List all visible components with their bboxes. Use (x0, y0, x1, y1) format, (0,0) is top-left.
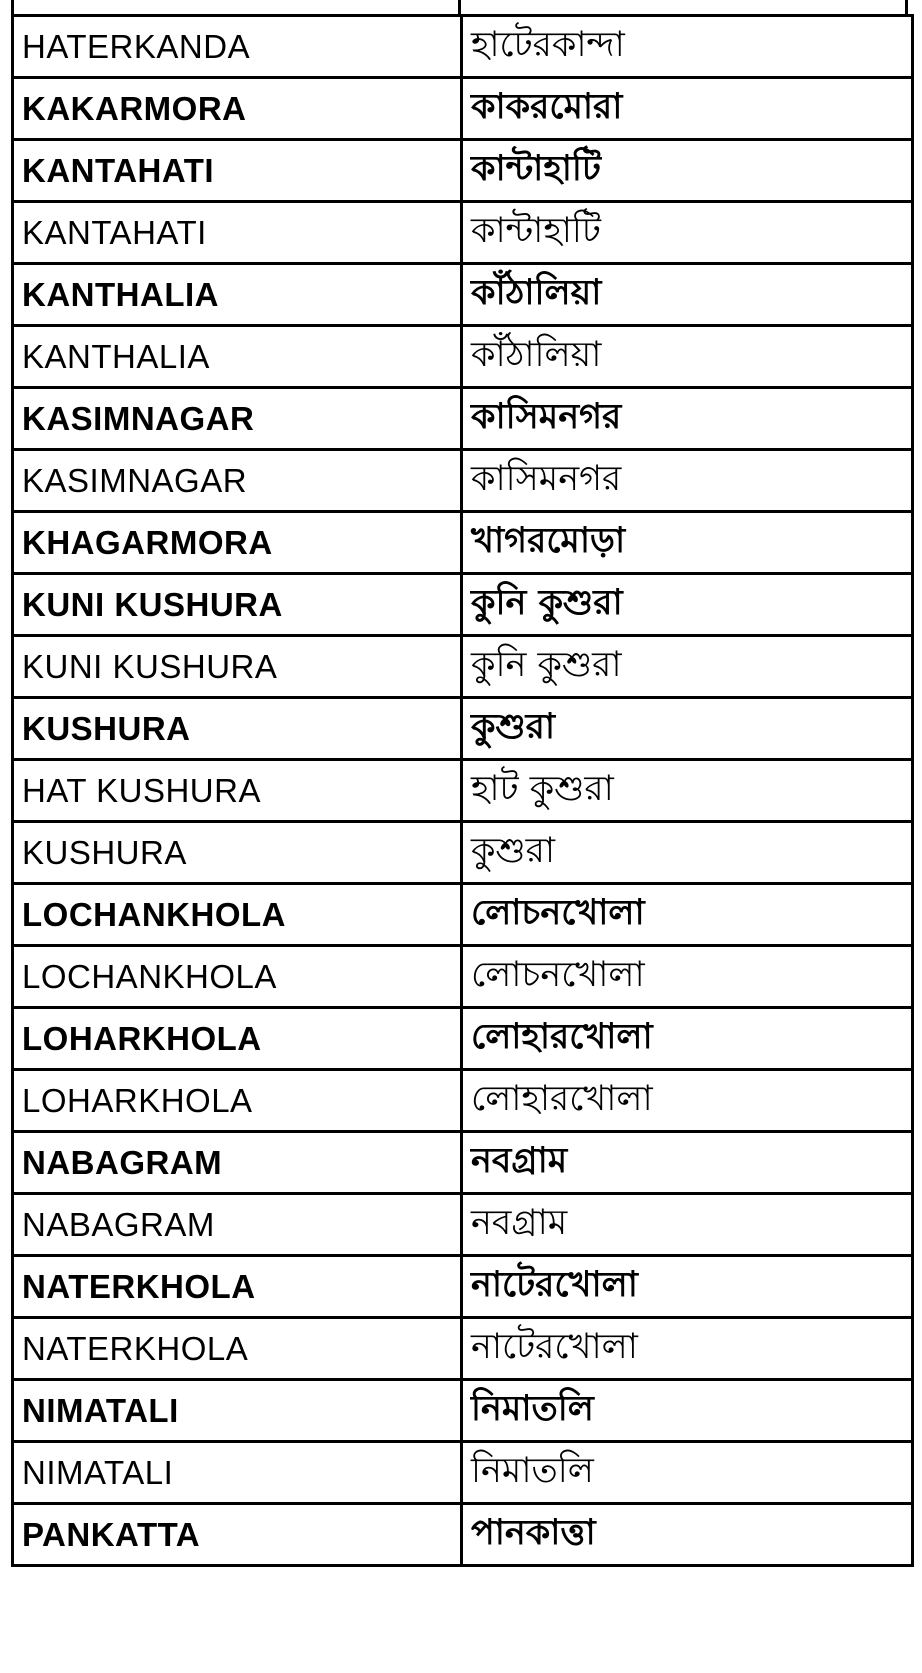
english-place-name-cell: LOCHANKHOLA (13, 946, 462, 1008)
english-place-name-cell: KASIMNAGAR (13, 450, 462, 512)
english-place-name-cell: HAT KUSHURA (13, 760, 462, 822)
column-divider-top-right (905, 0, 908, 14)
table-row (13, 574, 913, 636)
bengali-place-name-cell: কাসিমনগর (462, 388, 913, 450)
english-place-name-cell: KANTAHATI (13, 202, 462, 264)
english-place-name-cell: KHAGARMORA (13, 512, 462, 574)
english-place-name-cell: LOHARKHOLA (13, 1070, 462, 1132)
table-row (13, 388, 913, 450)
table-row (13, 140, 913, 202)
english-place-name-cell: KUNI KUSHURA (13, 574, 462, 636)
english-place-name-cell: NABAGRAM (13, 1194, 462, 1256)
bengali-place-name-cell: কান্টাহাটি (462, 202, 913, 264)
english-place-name-cell: KANTAHATI (13, 140, 462, 202)
table-row (13, 946, 913, 1008)
table-row (13, 698, 913, 760)
table-row (13, 1008, 913, 1070)
english-place-name-cell: PANKATTA (13, 1504, 462, 1566)
table-row (13, 16, 913, 78)
table-row (13, 1256, 913, 1318)
bengali-place-name-cell: কাসিমনগর (462, 450, 913, 512)
bengali-place-name-cell: কাকরমোরা (462, 78, 913, 140)
bengali-place-name-cell: লোচনখোলা (462, 946, 913, 1008)
english-place-name-cell: NIMATALI (13, 1380, 462, 1442)
bengali-place-name-cell: পানকাত্তা (462, 1504, 913, 1566)
table-row (13, 1132, 913, 1194)
table-row (13, 1318, 913, 1380)
table-row (13, 326, 913, 388)
place-name-table (11, 14, 914, 1567)
table-row (13, 202, 913, 264)
english-place-name-cell: KANTHALIA (13, 264, 462, 326)
bengali-place-name-cell: কুনি কুশুরা (462, 574, 913, 636)
english-place-name-cell: KUNI KUSHURA (13, 636, 462, 698)
bengali-place-name-cell: লোহারখোলা (462, 1070, 913, 1132)
column-divider-top-middle (458, 0, 461, 14)
english-place-name-cell: NATERKHOLA (13, 1318, 462, 1380)
bengali-place-name-cell: হাট কুশুরা (462, 760, 913, 822)
table-row (13, 636, 913, 698)
bengali-place-name-cell: নিমাতলি (462, 1380, 913, 1442)
bengali-place-name-cell: নবগ্রাম (462, 1132, 913, 1194)
table-row (13, 1070, 913, 1132)
place-name-table-body (13, 16, 913, 1566)
english-place-name-cell: NATERKHOLA (13, 1256, 462, 1318)
english-place-name-cell: KANTHALIA (13, 326, 462, 388)
english-place-name-cell: KAKARMORA (13, 78, 462, 140)
table-row (13, 78, 913, 140)
table-row (13, 450, 913, 512)
column-divider-top-left (11, 0, 14, 14)
table-row (13, 1380, 913, 1442)
english-place-name-cell: KUSHURA (13, 822, 462, 884)
bengali-place-name-cell: কান্টাহাটি (462, 140, 913, 202)
english-place-name-cell: LOHARKHOLA (13, 1008, 462, 1070)
bengali-place-name-cell: কুশুরা (462, 822, 913, 884)
table-row (13, 822, 913, 884)
table-row (13, 512, 913, 574)
table-row (13, 1504, 913, 1566)
bengali-place-name-cell: কাঁঠালিয়া (462, 264, 913, 326)
bengali-place-name-cell: নিমাতলি (462, 1442, 913, 1504)
bengali-place-name-cell: কাঁঠালিয়া (462, 326, 913, 388)
bengali-place-name-cell: নবগ্রাম (462, 1194, 913, 1256)
table-row (13, 1194, 913, 1256)
bengali-place-name-cell: খাগরমোড়া (462, 512, 913, 574)
table-row (13, 1442, 913, 1504)
table-row (13, 884, 913, 946)
bengali-place-name-cell: কুশুরা (462, 698, 913, 760)
bengali-place-name-cell: নাটেরখোলা (462, 1256, 913, 1318)
english-place-name-cell: NABAGRAM (13, 1132, 462, 1194)
bengali-place-name-cell: হাটেরকান্দা (462, 16, 913, 78)
table-row (13, 760, 913, 822)
bengali-place-name-cell: লোচনখোলা (462, 884, 913, 946)
english-place-name-cell: LOCHANKHOLA (13, 884, 462, 946)
english-place-name-cell: KASIMNAGAR (13, 388, 462, 450)
english-place-name-cell: HATERKANDA (13, 16, 462, 78)
bengali-place-name-cell: লোহারখোলা (462, 1008, 913, 1070)
bengali-place-name-cell: কুনি কুশুরা (462, 636, 913, 698)
english-place-name-cell: NIMATALI (13, 1442, 462, 1504)
english-place-name-cell: KUSHURA (13, 698, 462, 760)
bengali-place-name-cell: নাটেরখোলা (462, 1318, 913, 1380)
table-row (13, 264, 913, 326)
